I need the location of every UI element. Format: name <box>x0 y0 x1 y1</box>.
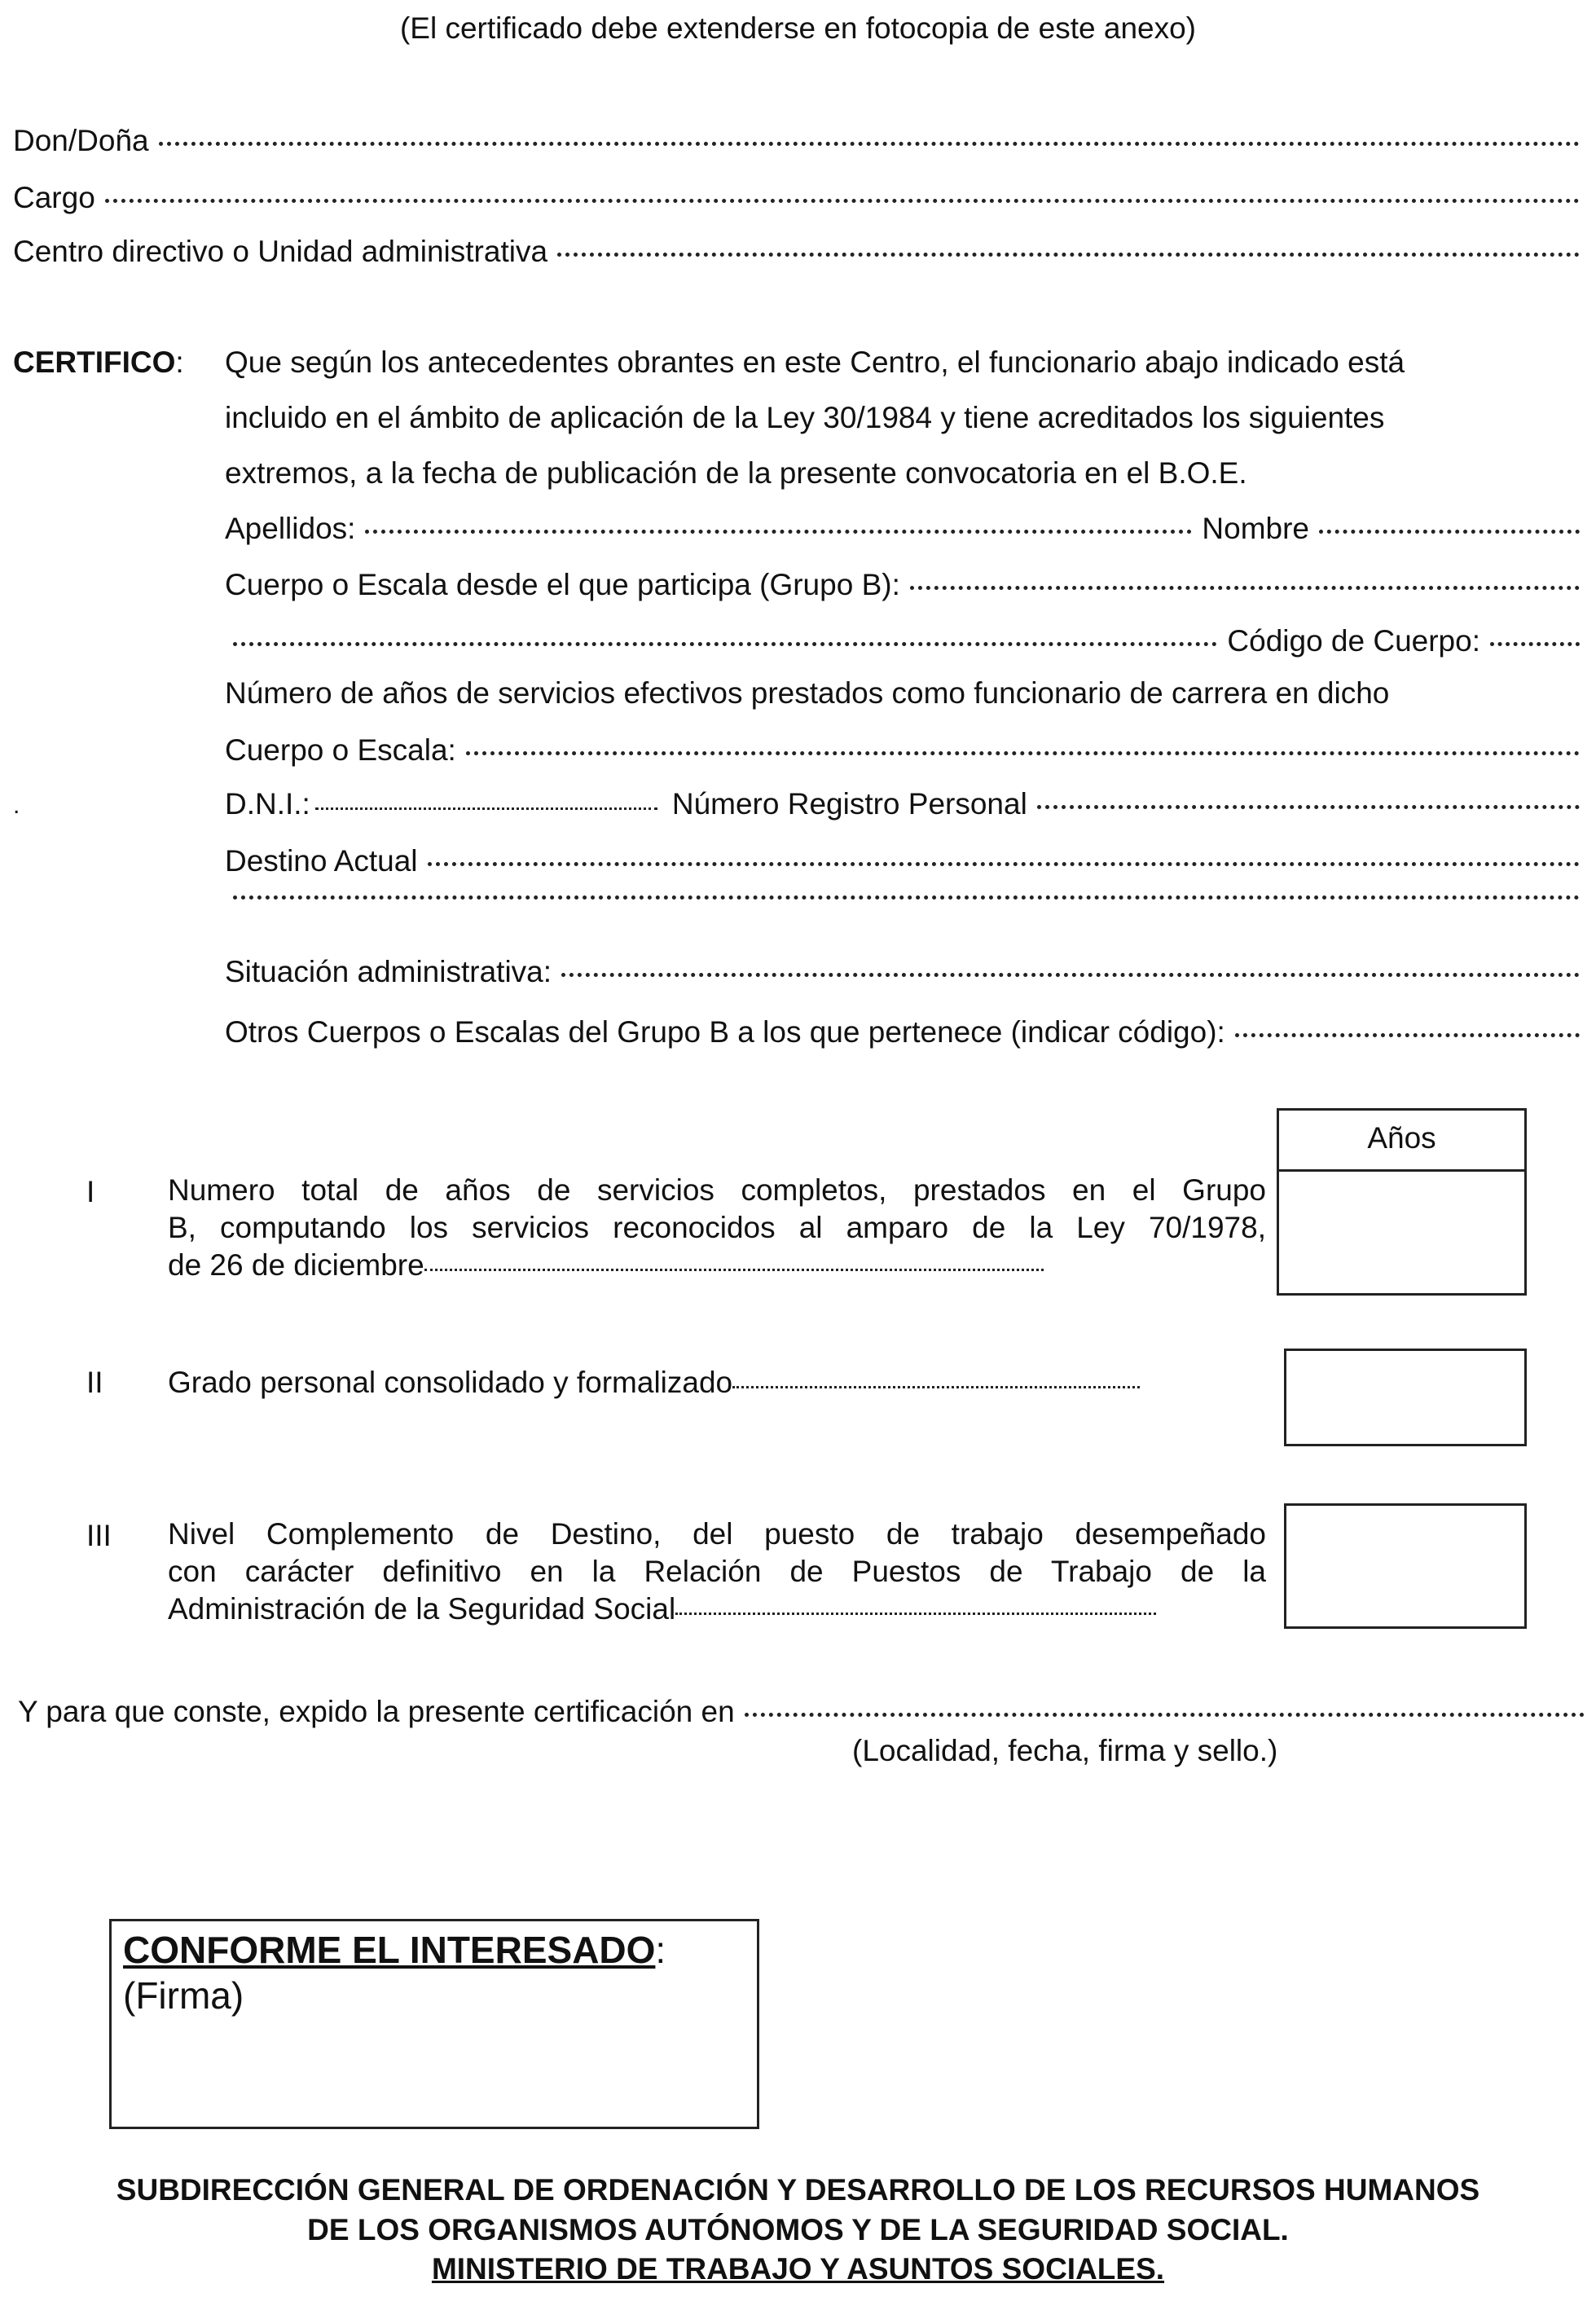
numero-anos-line-1: Número de años de servicios efectivos prestados como funcionario de carrera en dicho <box>225 676 1390 710</box>
conforme-title-row: CONFORME EL INTERESADO: <box>123 1929 666 1971</box>
conforme-box[interactable] <box>109 1919 759 2129</box>
item-i-text: Numero total de años de servicios completos, prestados en el Grupo B, computando los servicios reconocidos al amparo de la Ley 70/1978, de 26 de diciembre <box>168 1173 1266 1282</box>
dotted-line <box>315 807 657 810</box>
dotted-line <box>745 1713 1585 1717</box>
certifico-label: CERTIFICO <box>13 345 176 379</box>
label-apellidos: Apellidos: <box>225 512 356 545</box>
item-numeral: I <box>86 1175 95 1208</box>
field-apellidos-nombre <box>225 512 1580 546</box>
closing-text: Y para que conste, expido la presente certificación en <box>18 1695 735 1728</box>
label-registro: Número Registro Personal <box>671 787 1027 821</box>
dotted-line <box>910 586 1580 590</box>
label-dni: D.N.I.: <box>225 787 310 821</box>
label-codigo-cuerpo: Código de Cuerpo: <box>1227 624 1480 658</box>
dotted-line <box>1490 642 1580 646</box>
field-cargo <box>13 181 1580 215</box>
item-ii-text: Grado personal consolidado y formalizado <box>168 1366 1140 1400</box>
label-cuerpo-escala: Cuerpo o Escala desde el que participa (Grupo B): <box>225 568 900 601</box>
field-codigo-cuerpo <box>233 624 1580 658</box>
label-centro: Centro directivo o Unidad administrativa <box>13 235 548 268</box>
certifico-line-3: extremos, a la fecha de publicación de la presente convocatoria en el B.O.E. <box>225 456 1247 490</box>
certifico-line-2: incluido en el ámbito de aplicación de la Ley 30/1984 y tiene acreditados los siguientes <box>225 401 1385 434</box>
dotted-line <box>1037 805 1580 809</box>
nivel-box[interactable] <box>1284 1503 1527 1629</box>
item-iii-text: Nivel Complemento de Destino, del puesto de trabajo desempeñado con carácter definitivo en la Relación de Puestos de Trabajo de la Administración de la Seguridad Social <box>168 1517 1266 1626</box>
footer-line-2: DE LOS ORGANISMOS AUTÓNOMOS Y DE LA SEGURIDAD SOCIAL. <box>307 2213 1289 2246</box>
label-nombre: Nombre <box>1202 512 1309 545</box>
label-don-dona: Don/Doña <box>13 124 149 157</box>
dotted-line <box>105 199 1580 203</box>
dotted-line <box>159 142 1580 146</box>
dotted-line <box>428 862 1580 866</box>
field-localidad <box>18 1695 1585 1729</box>
anos-box[interactable] <box>1277 1108 1527 1296</box>
field-don-dona <box>13 124 1580 158</box>
field-cuerpo-escala <box>225 568 1580 602</box>
label-cargo: Cargo <box>13 181 95 214</box>
dotted-line <box>675 1613 1156 1615</box>
stray-mark: . <box>13 792 20 819</box>
dotted-line <box>424 1269 1044 1271</box>
dotted-line <box>732 1386 1140 1388</box>
footer-line-1: SUBDIRECCIÓN GENERAL DE ORDENACIÓN Y DESARROLLO DE LOS RECURSOS HUMANOS <box>116 2173 1480 2207</box>
footer-line-3: MINISTERIO DE TRABAJO Y ASUNTOS SOCIALES. <box>431 2252 1165 2286</box>
label-destino: Destino Actual <box>225 844 418 878</box>
firma-label: (Firma) <box>123 1974 244 2017</box>
field-otros-cuerpos <box>225 1015 1580 1049</box>
field-destino <box>225 844 1580 878</box>
label-numero-anos: Cuerpo o Escala: <box>225 733 456 767</box>
dotted-line <box>365 530 1192 534</box>
dotted-line <box>233 895 1580 900</box>
item-numeral: II <box>86 1366 103 1399</box>
field-destino-continuation <box>233 900 1580 936</box>
closing-caption: (Localidad, fecha, firma y sello.) <box>852 1734 1278 1767</box>
field-dni-registro <box>225 787 1580 821</box>
label-otros-cuerpos: Otros Cuerpos o Escalas del Grupo B a los que pertenece (indicar código): <box>225 1015 1225 1049</box>
grado-box[interactable] <box>1284 1349 1527 1446</box>
label-situacion: Situación administrativa: <box>225 955 552 988</box>
certifico-heading: CERTIFICO: <box>13 345 184 379</box>
dotted-line <box>557 253 1580 257</box>
item-numeral: III <box>86 1519 112 1552</box>
conforme-title: CONFORME EL INTERESADO <box>123 1929 656 1971</box>
certificate-note: (El certificado debe extenderse en fotocopia de este anexo) <box>399 11 1196 45</box>
field-situacion <box>225 955 1580 989</box>
dotted-line <box>561 973 1580 977</box>
anos-box-header: Años <box>1279 1111 1524 1172</box>
field-numero-anos <box>225 733 1580 768</box>
dotted-line <box>466 751 1580 755</box>
certifico-line-1: Que según los antecedentes obrantes en este Centro, el funcionario abajo indicado está <box>225 345 1405 379</box>
field-centro <box>13 235 1580 269</box>
dotted-line <box>1319 530 1580 534</box>
dotted-line <box>233 642 1217 646</box>
dotted-line <box>1235 1033 1580 1037</box>
